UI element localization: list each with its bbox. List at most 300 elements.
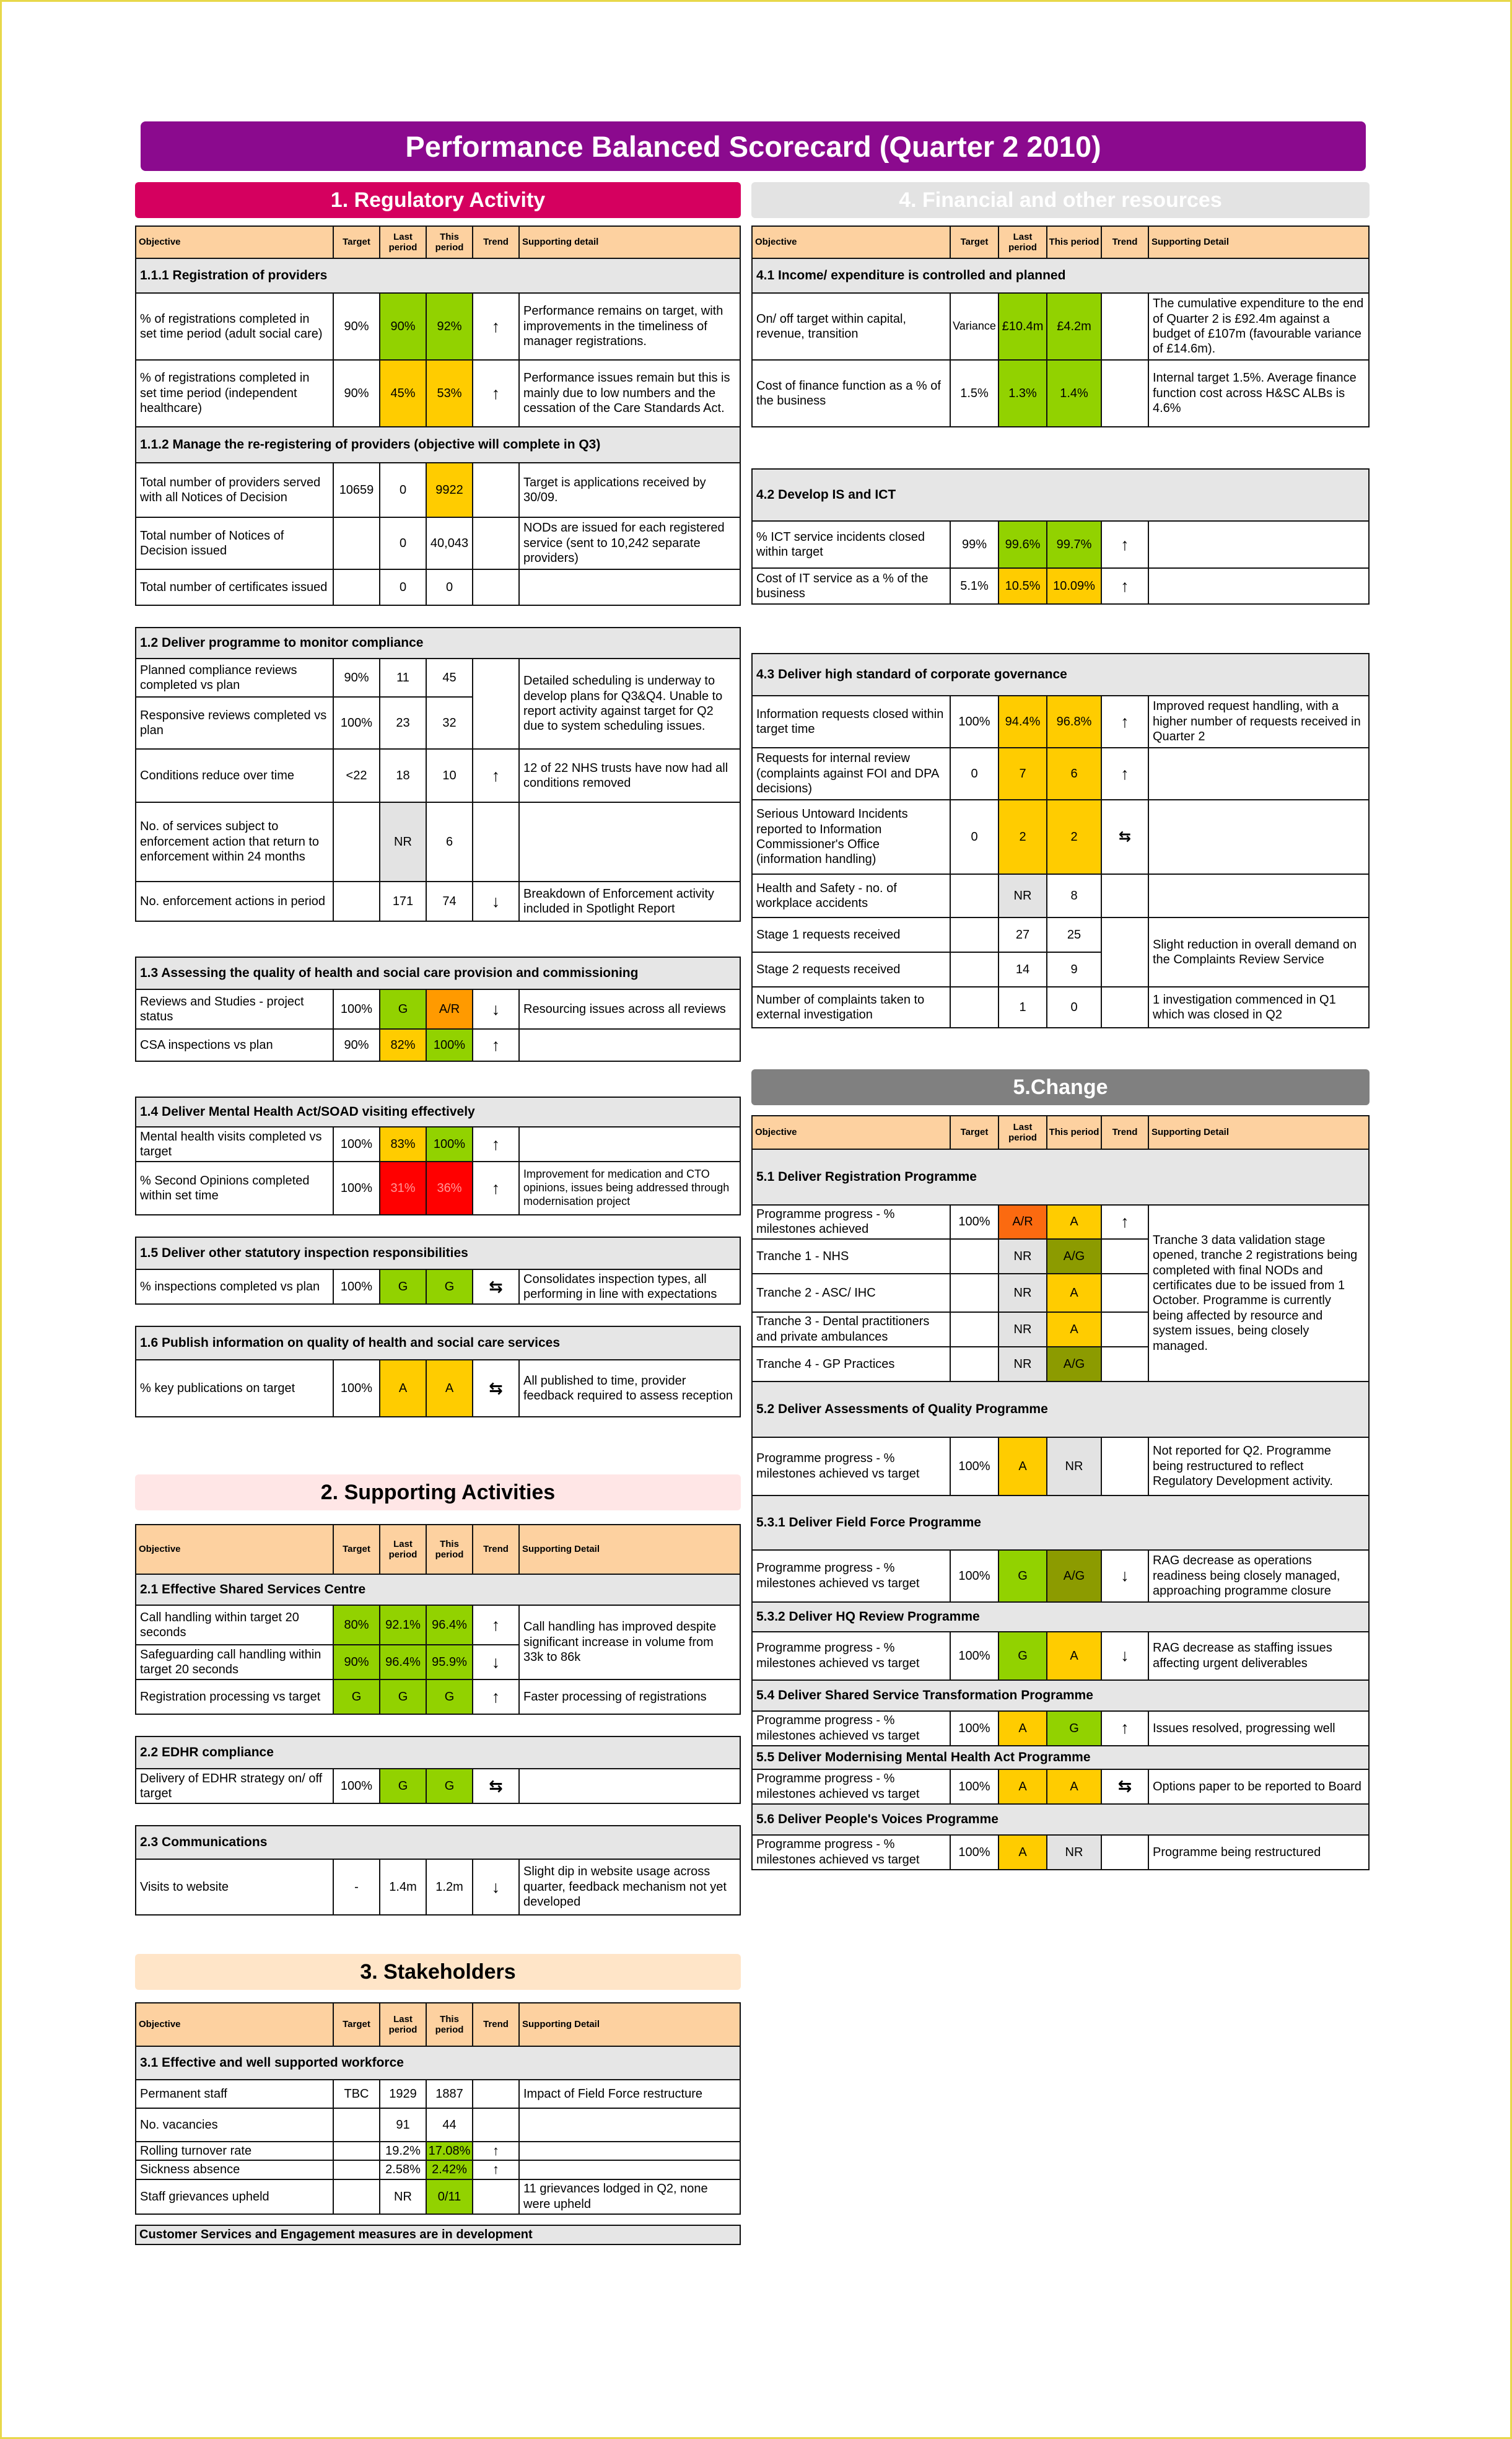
subheader-row — [136, 2046, 740, 2080]
detail-cell: Issues resolved, progressing well — [1148, 1711, 1369, 1746]
this-period-cell: 96.4% — [426, 1605, 473, 1645]
this-period-cell: 2 — [1047, 800, 1101, 874]
detail-cell: Performance issues remain but this is mainly due to low numbers and the cessation of the Care Standards Act. — [519, 360, 740, 427]
trend-up-icon: ↑ — [473, 1127, 519, 1162]
this-period-cell: £4.2m — [1047, 293, 1101, 360]
objective-cell: Registration processing vs target — [136, 1679, 333, 1714]
last-period-cell: G — [380, 1679, 426, 1714]
header-objective: Objective — [136, 1525, 333, 1574]
this-period-cell: A/G — [1047, 1239, 1101, 1274]
table-row — [136, 989, 740, 1029]
target-cell — [333, 517, 380, 569]
header-target: Target — [333, 2003, 380, 2046]
this-period-cell: 10.09% — [1047, 568, 1101, 604]
trend-up-icon: ↑ — [1101, 521, 1148, 568]
last-period-cell: 0 — [380, 463, 426, 517]
table-row — [752, 1711, 1369, 1746]
objective-cell: Conditions reduce over time — [136, 749, 333, 802]
objective-cell: Total number of Notices of Decision issued — [136, 517, 333, 569]
this-period-cell: 8 — [1047, 874, 1101, 917]
subheader-row — [752, 1382, 1369, 1437]
last-period-cell: 10.5% — [999, 568, 1047, 604]
subheader-5-4: 5.4 Deliver Shared Service Transformation Programme — [752, 1680, 1369, 1711]
trend-cell — [1101, 987, 1148, 1028]
change-table — [751, 1115, 1370, 1870]
this-period-cell: 6 — [1047, 748, 1101, 800]
detail-cell: 11 grievances lodged in Q2, none were upheld — [519, 2179, 740, 2214]
target-cell: 100% — [950, 1769, 999, 1804]
table-row — [752, 1205, 1369, 1239]
last-period-cell: NR — [380, 802, 426, 882]
target-cell: 10659 — [333, 463, 380, 517]
objective-cell: % Second Opinions completed within set time — [136, 1162, 333, 1215]
detail-cell: RAG decrease as operations readiness being closely managed, approaching programme closure — [1148, 1550, 1369, 1602]
stakeholders-table — [135, 2002, 741, 2215]
trend-up-icon: ↑ — [473, 1679, 519, 1714]
last-period-cell: G — [380, 1769, 426, 1803]
header-objective: Objective — [752, 226, 950, 258]
quality-assessment-table — [135, 957, 741, 1062]
this-period-cell: 25 — [1047, 917, 1101, 952]
trend-cell — [1101, 874, 1148, 917]
trend-cell — [1101, 1312, 1148, 1347]
detail-cell: 12 of 22 NHS trusts have now had all conditions removed — [519, 749, 740, 802]
objective-cell: Programme progress - % milestones achieved — [752, 1205, 950, 1239]
this-period-cell: NR — [1047, 1835, 1101, 1870]
target-cell — [950, 987, 999, 1028]
header-last-period: Last period — [999, 226, 1047, 258]
publications-table — [135, 1326, 741, 1417]
table-row — [136, 2142, 740, 2160]
detail-cell — [1148, 748, 1369, 800]
target-cell: 100% — [950, 696, 999, 748]
table-row — [136, 1679, 740, 1714]
objective-cell: % key publications on target — [136, 1360, 333, 1417]
this-period-cell: 1.4% — [1047, 360, 1101, 427]
target-cell — [950, 1239, 999, 1274]
header-this-period: This period — [426, 1525, 473, 1574]
last-period-cell: G — [999, 1550, 1047, 1602]
this-period-cell: 9 — [1047, 952, 1101, 987]
trend-up-icon: ↑ — [473, 1162, 519, 1215]
header-objective: Objective — [136, 226, 333, 258]
trend-cell — [473, 2179, 519, 2214]
objective-cell: Health and Safety - no. of workplace accidents — [752, 874, 950, 917]
header-this-period: This period — [1047, 226, 1101, 258]
subheader-1-4: 1.4 Deliver Mental Health Act/SOAD visiting effectively — [136, 1097, 740, 1127]
trend-cell — [1101, 1437, 1148, 1495]
target-cell — [333, 2142, 380, 2160]
table-row — [136, 1605, 740, 1645]
this-period-cell: A — [1047, 1769, 1101, 1804]
trend-up-icon: ↑ — [1101, 1711, 1148, 1746]
header-target: Target — [950, 226, 999, 258]
detail-cell: RAG decrease as staffing issues affecting urgent deliverables — [1148, 1632, 1369, 1680]
target-cell — [950, 917, 999, 952]
trend-cell — [1101, 917, 1148, 987]
header-last-period: Last period — [999, 1116, 1047, 1149]
subheader-row — [136, 1237, 740, 1269]
this-period-cell: 96.8% — [1047, 696, 1101, 748]
section-header-regulatory: 1. Regulatory Activity — [135, 182, 741, 218]
header-trend: Trend — [1101, 226, 1148, 258]
last-period-cell: 1.4m — [380, 1859, 426, 1915]
governance-table — [751, 653, 1370, 1028]
last-period-cell: 0 — [380, 517, 426, 569]
trend-cell — [1101, 1835, 1148, 1870]
compliance-table — [135, 627, 741, 922]
objective-cell: Reviews and Studies - project status — [136, 989, 333, 1029]
trend-up-icon: ↑ — [473, 1605, 519, 1645]
objective-cell: Mental health visits completed vs target — [136, 1127, 333, 1162]
objective-cell: Rolling turnover rate — [136, 2142, 333, 2160]
trend-cell — [473, 2108, 519, 2142]
last-period-cell: NR — [380, 2179, 426, 2214]
objective-cell: Information requests closed within target time — [752, 696, 950, 748]
trend-flat-icon: ⇆ — [1101, 1769, 1148, 1804]
subheader-row — [136, 427, 740, 463]
this-period-cell: 92% — [426, 293, 473, 360]
objective-cell: Cost of finance function as a % of the business — [752, 360, 950, 427]
table-header-row — [752, 1116, 1369, 1149]
table-row — [136, 1360, 740, 1417]
table-row — [752, 1632, 1369, 1680]
this-period-cell: G — [426, 1269, 473, 1304]
detail-cell: NODs are issued for each registered service (sent to 10,242 separate providers) — [519, 517, 740, 569]
header-supporting-detail: Supporting Detail — [519, 2003, 740, 2046]
subheader-row — [752, 1149, 1369, 1205]
header-supporting-detail: Supporting detail — [519, 226, 740, 258]
last-period-cell: 82% — [380, 1029, 426, 1061]
this-period-cell: A — [1047, 1312, 1101, 1347]
table-row — [752, 1835, 1369, 1870]
table-header-row — [752, 226, 1369, 258]
detail-cell — [1148, 800, 1369, 874]
trend-cell — [473, 802, 519, 882]
last-period-cell: 96.4% — [380, 1645, 426, 1679]
subheader-3-1: 3.1 Effective and well supported workforce — [136, 2046, 740, 2080]
trend-down-icon: ↓ — [1101, 1550, 1148, 1602]
last-period-cell: 23 — [380, 697, 426, 749]
ict-table — [751, 468, 1370, 605]
detail-cell: Faster processing of registrations — [519, 1679, 740, 1714]
header-this-period: This period — [1047, 1116, 1101, 1149]
objective-cell: Stage 1 requests received — [752, 917, 950, 952]
last-period-cell: 27 — [999, 917, 1047, 952]
trend-cell — [473, 659, 519, 749]
table-row — [752, 293, 1369, 360]
header-this-period: This period — [426, 226, 473, 258]
header-supporting-detail: Supporting Detail — [1148, 226, 1369, 258]
objective-cell: Visits to website — [136, 1859, 333, 1915]
objective-cell: % of registrations completed in set time period (independent healthcare) — [136, 360, 333, 427]
this-period-cell: 10 — [426, 749, 473, 802]
table-row — [136, 293, 740, 360]
detail-cell: Tranche 3 data validation stage opened, tranche 2 registrations being completed with final NODs and certificates due to be issued from 1 October. Programme is currently being affected by resource and system issues, being closely managed. — [1148, 1205, 1369, 1382]
this-period-cell: 40,043 — [426, 517, 473, 569]
objective-cell: Call handling within target 20 seconds — [136, 1605, 333, 1645]
last-period-cell: A — [380, 1360, 426, 1417]
subheader-2-1: 2.1 Effective Shared Services Centre — [136, 1574, 740, 1605]
table-header-row — [136, 2003, 740, 2046]
last-period-cell: 1.3% — [999, 360, 1047, 427]
this-period-cell: A — [1047, 1205, 1101, 1239]
this-period-cell: 36% — [426, 1162, 473, 1215]
objective-cell: Number of complaints taken to external investigation — [752, 987, 950, 1028]
this-period-cell: 1.2m — [426, 1859, 473, 1915]
detail-cell: Slight dip in website usage across quarter, feedback mechanism not yet developed — [519, 1859, 740, 1915]
detail-cell — [519, 1769, 740, 1803]
detail-cell: Breakdown of Enforcement activity included in Spotlight Report — [519, 882, 740, 921]
target-cell: 100% — [333, 697, 380, 749]
target-cell — [950, 1274, 999, 1312]
trend-up-icon: ↑ — [1101, 568, 1148, 604]
target-cell — [333, 2108, 380, 2142]
last-period-cell: 0 — [380, 569, 426, 605]
table-row — [136, 2179, 740, 2214]
target-cell: - — [333, 1859, 380, 1915]
header-last-period: Last period — [380, 226, 426, 258]
edhr-table — [135, 1736, 741, 1804]
target-cell — [333, 2160, 380, 2179]
this-period-cell: G — [426, 1769, 473, 1803]
subheader-5-6: 5.6 Deliver People's Voices Programme — [752, 1804, 1369, 1835]
trend-flat-icon: ⇆ — [1101, 800, 1148, 874]
table-row — [752, 360, 1369, 427]
subheader-1-6: 1.6 Publish information on quality of health and social care services — [136, 1326, 740, 1360]
subheader-5-5: 5.5 Deliver Modernising Mental Health Act Programme — [752, 1746, 1369, 1769]
last-period-cell: 31% — [380, 1162, 426, 1215]
target-cell: 1.5% — [950, 360, 999, 427]
last-period-cell: 94.4% — [999, 696, 1047, 748]
target-cell — [950, 1312, 999, 1347]
objective-cell: Programme progress - % milestones achieved vs target — [752, 1835, 950, 1870]
subheader-row — [752, 1602, 1369, 1632]
this-period-cell: 53% — [426, 360, 473, 427]
subheader-5-3-2: 5.3.2 Deliver HQ Review Programme — [752, 1602, 1369, 1632]
objective-cell: Staff grievances upheld — [136, 2179, 333, 2214]
table-row — [136, 1769, 740, 1803]
table-row — [136, 517, 740, 569]
subheader-1-2: 1.2 Deliver programme to monitor compliance — [136, 628, 740, 659]
last-period-cell: G — [999, 1632, 1047, 1680]
trend-down-icon: ↓ — [473, 1645, 519, 1679]
table-row — [752, 1437, 1369, 1495]
subheader-row — [136, 1574, 740, 1605]
trend-down-icon: ↓ — [1101, 1632, 1148, 1680]
target-cell: 100% — [333, 1127, 380, 1162]
subheader-1-5: 1.5 Deliver other statutory inspection responsibilities — [136, 1237, 740, 1269]
this-period-cell: 0 — [426, 569, 473, 605]
target-cell — [333, 2179, 380, 2214]
last-period-cell: 11 — [380, 659, 426, 697]
target-cell: 100% — [950, 1632, 999, 1680]
objective-cell: Delivery of EDHR strategy on/ off target — [136, 1769, 333, 1803]
last-period-cell: 171 — [380, 882, 426, 921]
this-period-cell: G — [1047, 1711, 1101, 1746]
detail-cell: Call handling has improved despite significant increase in volume from 33k to 86k — [519, 1605, 740, 1679]
left-column — [135, 182, 741, 2245]
communications-table — [135, 1825, 741, 1916]
detail-cell: Improved request handling, with a higher number of requests received in Quarter 2 — [1148, 696, 1369, 748]
trend-cell — [1101, 1274, 1148, 1312]
trend-up-icon: ↑ — [473, 360, 519, 427]
this-period-cell: 100% — [426, 1127, 473, 1162]
financial-table — [751, 226, 1370, 427]
table-row — [752, 987, 1369, 1028]
subheader-1-1-2: 1.1.2 Manage the re-registering of providers (objective will complete in Q3) — [136, 427, 740, 463]
target-cell: 100% — [333, 989, 380, 1029]
this-period-cell: 1887 — [426, 2080, 473, 2108]
subheader-1-3: 1.3 Assessing the quality of health and social care provision and commissioning — [136, 957, 740, 989]
this-period-cell: 6 — [426, 802, 473, 882]
detail-cell: Internal target 1.5%. Average finance function cost across H&SC ALBs is 4.6% — [1148, 360, 1369, 427]
header-trend: Trend — [473, 1525, 519, 1574]
target-cell: 100% — [333, 1162, 380, 1215]
section-header-supporting: 2. Supporting Activities — [135, 1474, 741, 1510]
table-row — [136, 1269, 740, 1304]
target-cell: G — [333, 1679, 380, 1714]
table-row — [136, 1162, 740, 1215]
table-row — [752, 521, 1369, 568]
header-objective: Objective — [752, 1116, 950, 1149]
right-column — [751, 182, 1370, 1870]
last-period-cell: 7 — [999, 748, 1047, 800]
last-period-cell: 91 — [380, 2108, 426, 2142]
subheader-row — [752, 469, 1369, 521]
trend-up-icon: ↑ — [473, 1029, 519, 1061]
trend-up-icon: ↑ — [473, 749, 519, 802]
this-period-cell: A/G — [1047, 1347, 1101, 1382]
header-supporting-detail: Supporting Detail — [1148, 1116, 1369, 1149]
header-this-period: This period — [426, 2003, 473, 2046]
subheader-row — [136, 1826, 740, 1859]
header-target: Target — [950, 1116, 999, 1149]
last-period-cell: NR — [999, 1312, 1047, 1347]
detail-cell: Programme being restructured — [1148, 1835, 1369, 1870]
header-target: Target — [333, 1525, 380, 1574]
objective-cell: Planned compliance reviews completed vs plan — [136, 659, 333, 697]
trend-up-icon: ↑ — [473, 293, 519, 360]
last-period-cell: NR — [999, 1274, 1047, 1312]
this-period-cell: A — [1047, 1274, 1101, 1312]
detail-cell: Impact of Field Force restructure — [519, 2080, 740, 2108]
subheader-1-1-1: 1.1.1 Registration of providers — [136, 258, 740, 293]
last-period-cell: G — [380, 989, 426, 1029]
page-title: Performance Balanced Scorecard (Quarter 2 2010) — [141, 121, 1366, 171]
objective-cell: Tranche 2 - ASC/ IHC — [752, 1274, 950, 1312]
target-cell — [333, 882, 380, 921]
this-period-cell: 32 — [426, 697, 473, 749]
table-row — [752, 568, 1369, 604]
subheader-row — [752, 1495, 1369, 1550]
this-period-cell: 74 — [426, 882, 473, 921]
last-period-cell: 45% — [380, 360, 426, 427]
this-period-cell: 9922 — [426, 463, 473, 517]
trend-down-icon: ↓ — [473, 1859, 519, 1915]
subheader-row — [752, 654, 1369, 696]
table-header-row — [136, 1525, 740, 1574]
target-cell: 100% — [950, 1711, 999, 1746]
table-header-row — [136, 226, 740, 258]
subheader-2-2: 2.2 EDHR compliance — [136, 1736, 740, 1769]
trend-up-icon: ↑ — [473, 2142, 519, 2160]
last-period-cell: G — [380, 1269, 426, 1304]
this-period-cell: G — [426, 1679, 473, 1714]
last-period-cell: 99.6% — [999, 521, 1047, 568]
table-row — [136, 659, 740, 697]
table-row — [136, 463, 740, 517]
last-period-cell: NR — [999, 874, 1047, 917]
subheader-row — [136, 258, 740, 293]
trend-cell — [1101, 293, 1148, 360]
detail-cell: 1 investigation commenced in Q1 which was closed in Q2 — [1148, 987, 1369, 1028]
objective-cell: CSA inspections vs plan — [136, 1029, 333, 1061]
detail-cell — [519, 1127, 740, 1162]
target-cell: 90% — [333, 1645, 380, 1679]
target-cell: TBC — [333, 2080, 380, 2108]
objective-cell: Total number of certificates issued — [136, 569, 333, 605]
trend-up-icon: ↑ — [1101, 748, 1148, 800]
objective-cell: Cost of IT service as a % of the business — [752, 568, 950, 604]
last-period-cell: £10.4m — [999, 293, 1047, 360]
table-row — [752, 748, 1369, 800]
last-period-cell: A — [999, 1769, 1047, 1804]
target-cell: <22 — [333, 749, 380, 802]
table-row — [136, 802, 740, 882]
engagement-note: Customer Services and Engagement measures are in development — [135, 2225, 741, 2245]
subheader-row — [136, 957, 740, 989]
objective-cell: Programme progress - % milestones achieved vs target — [752, 1711, 950, 1746]
objective-cell: Requests for internal review (complaints against FOI and DPA decisions) — [752, 748, 950, 800]
target-cell: 5.1% — [950, 568, 999, 604]
table-row — [136, 2160, 740, 2179]
supporting-table — [135, 1524, 741, 1715]
objective-cell: Tranche 1 - NHS — [752, 1239, 950, 1274]
subheader-row — [136, 1736, 740, 1769]
target-cell: 90% — [333, 293, 380, 360]
objective-cell: % inspections completed vs plan — [136, 1269, 333, 1304]
detail-cell: Resourcing issues across all reviews — [519, 989, 740, 1029]
detail-cell: The cumulative expenditure to the end of Quarter 2 is £92.4m against a budget of £107m (favourable variance of £14.6m). — [1148, 293, 1369, 360]
target-cell: 100% — [950, 1437, 999, 1495]
subheader-5-3-1: 5.3.1 Deliver Field Force Programme — [752, 1495, 1369, 1550]
table-row — [752, 1550, 1369, 1602]
this-period-cell: 45 — [426, 659, 473, 697]
trend-flat-icon: ⇆ — [473, 1269, 519, 1304]
last-period-cell: 92.1% — [380, 1605, 426, 1645]
objective-cell: Responsive reviews completed vs plan — [136, 697, 333, 749]
detail-cell — [519, 569, 740, 605]
target-cell: Variance — [950, 293, 999, 360]
this-period-cell: A — [1047, 1632, 1101, 1680]
objective-cell: Programme progress - % milestones achieved vs target — [752, 1769, 950, 1804]
this-period-cell: 0 — [1047, 987, 1101, 1028]
objective-cell: Safeguarding call handling within target 20 seconds — [136, 1645, 333, 1679]
this-period-cell: 44 — [426, 2108, 473, 2142]
trend-up-icon: ↑ — [1101, 696, 1148, 748]
detail-cell: Options paper to be reported to Board — [1148, 1769, 1369, 1804]
detail-cell — [519, 2160, 740, 2179]
target-cell: 99% — [950, 521, 999, 568]
objective-cell: Programme progress - % milestones achieved vs target — [752, 1632, 950, 1680]
target-cell — [333, 802, 380, 882]
trend-up-icon: ↑ — [1101, 1205, 1148, 1239]
target-cell: 100% — [950, 1550, 999, 1602]
objective-cell: No. enforcement actions in period — [136, 882, 333, 921]
header-target: Target — [333, 226, 380, 258]
header-trend: Trend — [473, 2003, 519, 2046]
